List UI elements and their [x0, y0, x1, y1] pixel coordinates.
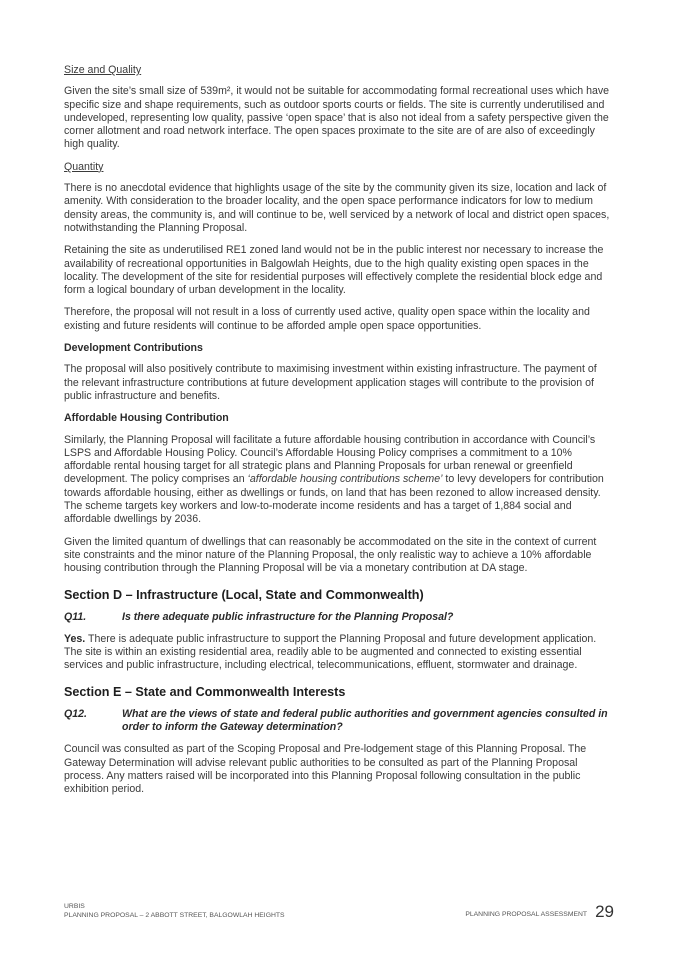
footer-doc-title: PLANNING PROPOSAL – 2 ABBOTT STREET, BALGOWLAH HEIGHTS	[64, 912, 285, 919]
development-contributions-paragraph: The proposal will also positively contribute to maximising investment within existing infrastructure. The payment of the relevant infrastructure contributions at future development application stages will contribute to the provision of public infrastructure and benefits.	[64, 363, 597, 402]
affordable-text-a: Similarly, the Planning Proposal will facilitate a future affordable housing contribution in accordance with Council’s LSPS and Affordable Housing Policy. Council’s Affordable Housing Policy comprises a commitment to a 10% affordable rental housing target for all strategic plans and Planning Proposals for urban renewal or greenfield development. The policy comprises an	[64, 433, 596, 486]
affordable-text-b: to levy developers for contribution towards affordable housing, either as dwellings or funds, on land that has been rezoned to allow increased density. The scheme targets key workers and low-to-moderate income residents and has a target of 1,884 social and affordable dwellings by 2036.	[64, 473, 604, 526]
page-number: 29	[595, 902, 614, 921]
answer-lead: Yes.	[64, 632, 86, 645]
footer-right	[465, 903, 614, 920]
quantity-paragraph-1: There is no anecdotal evidence that highlights usage of the site by the community given its size, location and lack of amenity. With consideration to the broader locality, and the open space performance indicators for low to medium density areas, the community is, and will continue to be, well serviced by a network of local and district open spaces, notwithstanding the Planning Proposal.	[64, 182, 610, 234]
section-e-heading: Section E – State and Commonwealth Interests	[64, 684, 346, 699]
affordable-scheme-term: ‘affordable housing contributions scheme’	[247, 473, 443, 486]
question-text: What are the views of state and federal public authorities and government agencies consulted in order to inform the Gateway determination?	[122, 707, 608, 733]
quantity-paragraph-3: Therefore, the proposal will not result in a loss of currently used active, quality open space within the locality and existing and future residents will continue to be afforded ample open space opportunities.	[64, 306, 590, 332]
affordable-housing-heading: Affordable Housing Contribution	[64, 412, 229, 425]
footer-org: URBIS	[64, 903, 85, 910]
answer-body: There is adequate public infrastructure to support the Planning Proposal and future development application. The site is within an existing residential area, readily able to be augmented and connected to existing essential services and public infrastructure, including electrical, telecommunications, effluent, stormwater and drainage.	[64, 632, 597, 672]
question-number: Q12.	[64, 707, 87, 720]
quantity-heading: Quantity	[64, 160, 104, 173]
q11-answer	[64, 633, 614, 673]
development-contributions-heading: Development Contributions	[64, 342, 203, 355]
footer-section: PLANNING PROPOSAL ASSESSMENT	[465, 911, 588, 918]
quantity-paragraph-2: Retaining the site as underutilised RE1 zoned land would not be in the public interest nor necessary to increase the availability of recreational opportunities in Balgowlah Heights, due to the high quality existing open spaces in the locality. The development of the site for residential purposes will effectively complete the residential block edge and form a logical boundary of urban development in the locality.	[64, 244, 604, 297]
question-number: Q11.	[64, 610, 87, 623]
page-body	[64, 64, 614, 805]
section-d-heading: Section D – Infrastructure (Local, State and Commonwealth)	[64, 587, 424, 602]
size-quality-paragraph: Given the site’s small size of 539m², it would not be suitable for accommodating formal recreational uses which have specific size and shape requirements, such as outdoor sports courts or fields. The site is currently underutilised and undeveloped, representing low quality, passive ‘open space’ that is also not ideal from a safety perspective given the corner allotment and road network interface. The open spaces proximate to the site are of are also of exceedingly high quality.	[64, 85, 610, 151]
q12-answer: Council was consulted as part of the Scoping Proposal and Pre-lodgement stage of this Planning Proposal. The Gateway Determination will advise relevant public authorities to be consulted as part of the Planning Proposal process. Any matters raised will be incorporated into this Planning Proposal following consultation in the public exhibition period.	[64, 743, 587, 796]
question-q12	[64, 708, 614, 735]
question-text: Is there adequate public infrastructure for the Planning Proposal?	[122, 610, 454, 623]
question-q11	[64, 611, 614, 624]
affordable-housing-paragraph-1	[64, 434, 614, 527]
page-footer	[64, 902, 614, 920]
size-quality-heading: Size and Quality	[64, 64, 142, 76]
affordable-housing-paragraph-2: Given the limited quantum of dwellings that can reasonably be accommodated on the site in the context of current site constraints and the minor nature of the Planning Proposal, the only realistic way to achieve a 10% affordable housing contribution through the Planning Proposal will be via a monetary contribution at DA stage.	[64, 535, 597, 575]
